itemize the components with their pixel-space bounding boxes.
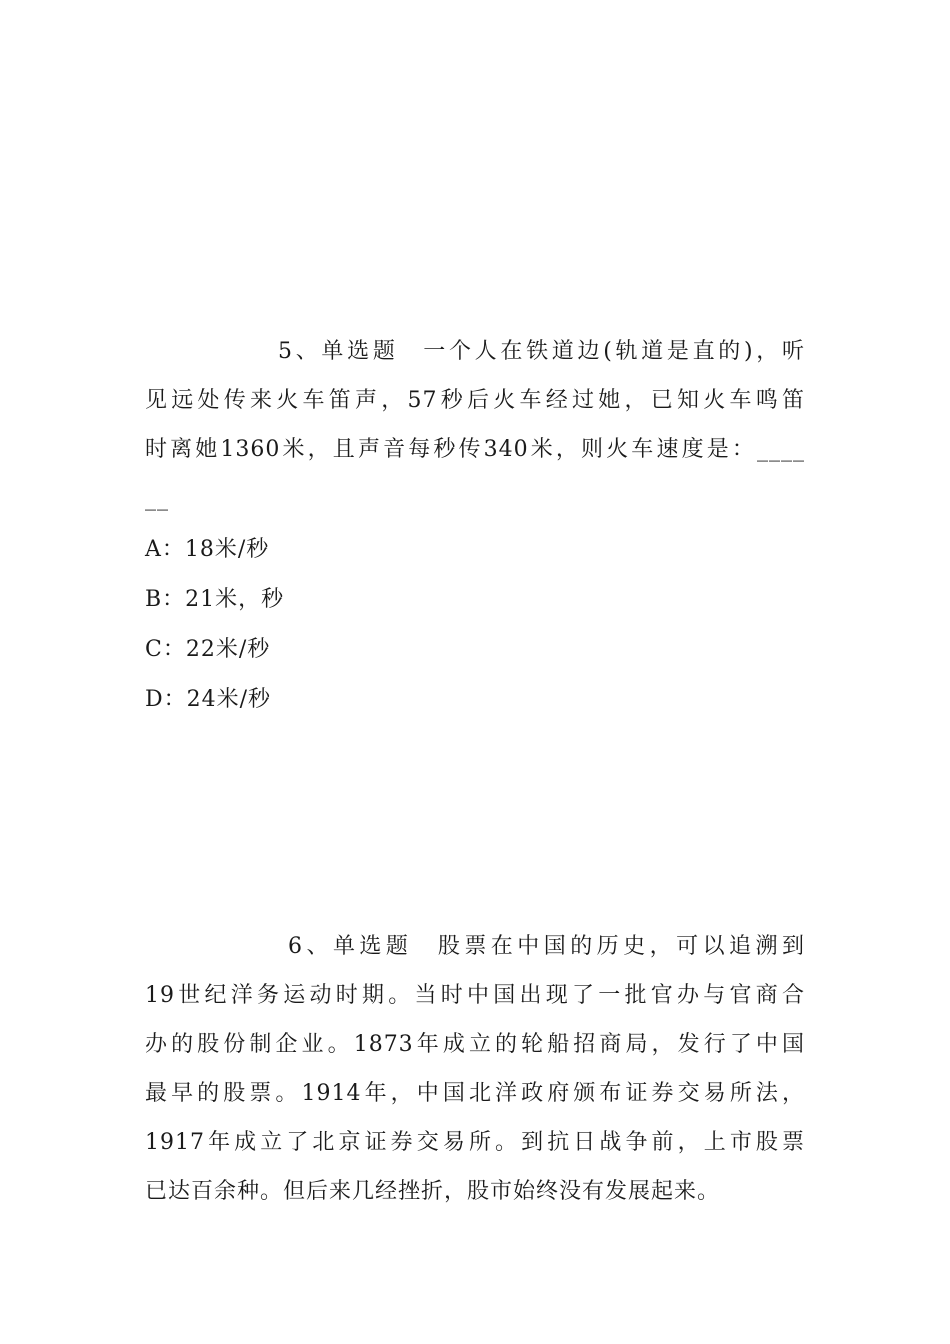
question-5-line-2: 见远处传来火车笛声，57秒后火车经过她，已知火车鸣笛	[145, 388, 805, 413]
option-b-label: B：	[145, 587, 186, 612]
option-b[interactable]	[145, 575, 805, 625]
question-6	[145, 922, 805, 1216]
question-6-line-5: 1917年成立了北京证券交易所。到抗日战争前，上市股票	[145, 1130, 805, 1155]
question-6-text-1: 股票在中国的历史，可以追溯到	[434, 934, 805, 959]
question-6-line-6: 已达百余种。但后来几经挫折，股市始终没有发展起来。	[145, 1179, 721, 1204]
question-5-options	[145, 525, 805, 725]
question-6-line-2: 19世纪洋务运动时期。当时中国出现了一批官办与官商合	[145, 983, 805, 1008]
question-5-number: 5、	[278, 339, 322, 364]
question-6-number: 6、	[288, 934, 333, 959]
question-5-line-4: __	[145, 486, 169, 511]
question-6-line-1	[145, 922, 805, 971]
question-5-line-1	[145, 327, 805, 376]
option-a[interactable]	[145, 525, 805, 575]
question-5-type: 单选题	[321, 339, 399, 364]
question-6-line-3: 办的股份制企业。1873年成立的轮船招商局，发行了中国	[145, 1032, 805, 1057]
question-5-line-3: 时离她1360米，且声音每秒传340米，则火车速度是：____	[145, 437, 805, 462]
option-d-text: 24米/秒	[186, 687, 272, 712]
option-d-label: D：	[145, 687, 187, 712]
question-5-text-1: 一个人在铁道边(轨道是直的)，听	[420, 339, 805, 364]
question-6-line-4: 最早的股票。1914年，中国北洋政府颁布证券交易所法，	[145, 1081, 805, 1106]
option-d[interactable]	[145, 675, 805, 725]
question-6-type: 单选题	[332, 934, 413, 959]
option-c[interactable]	[145, 625, 805, 675]
option-a-label: A：	[145, 537, 185, 562]
option-c-label: C：	[145, 637, 186, 662]
option-b-text: 21米，秒	[185, 587, 285, 612]
option-c-text: 22米/秒	[185, 637, 271, 662]
option-a-text: 18米/秒	[184, 537, 270, 562]
question-5	[145, 327, 805, 725]
